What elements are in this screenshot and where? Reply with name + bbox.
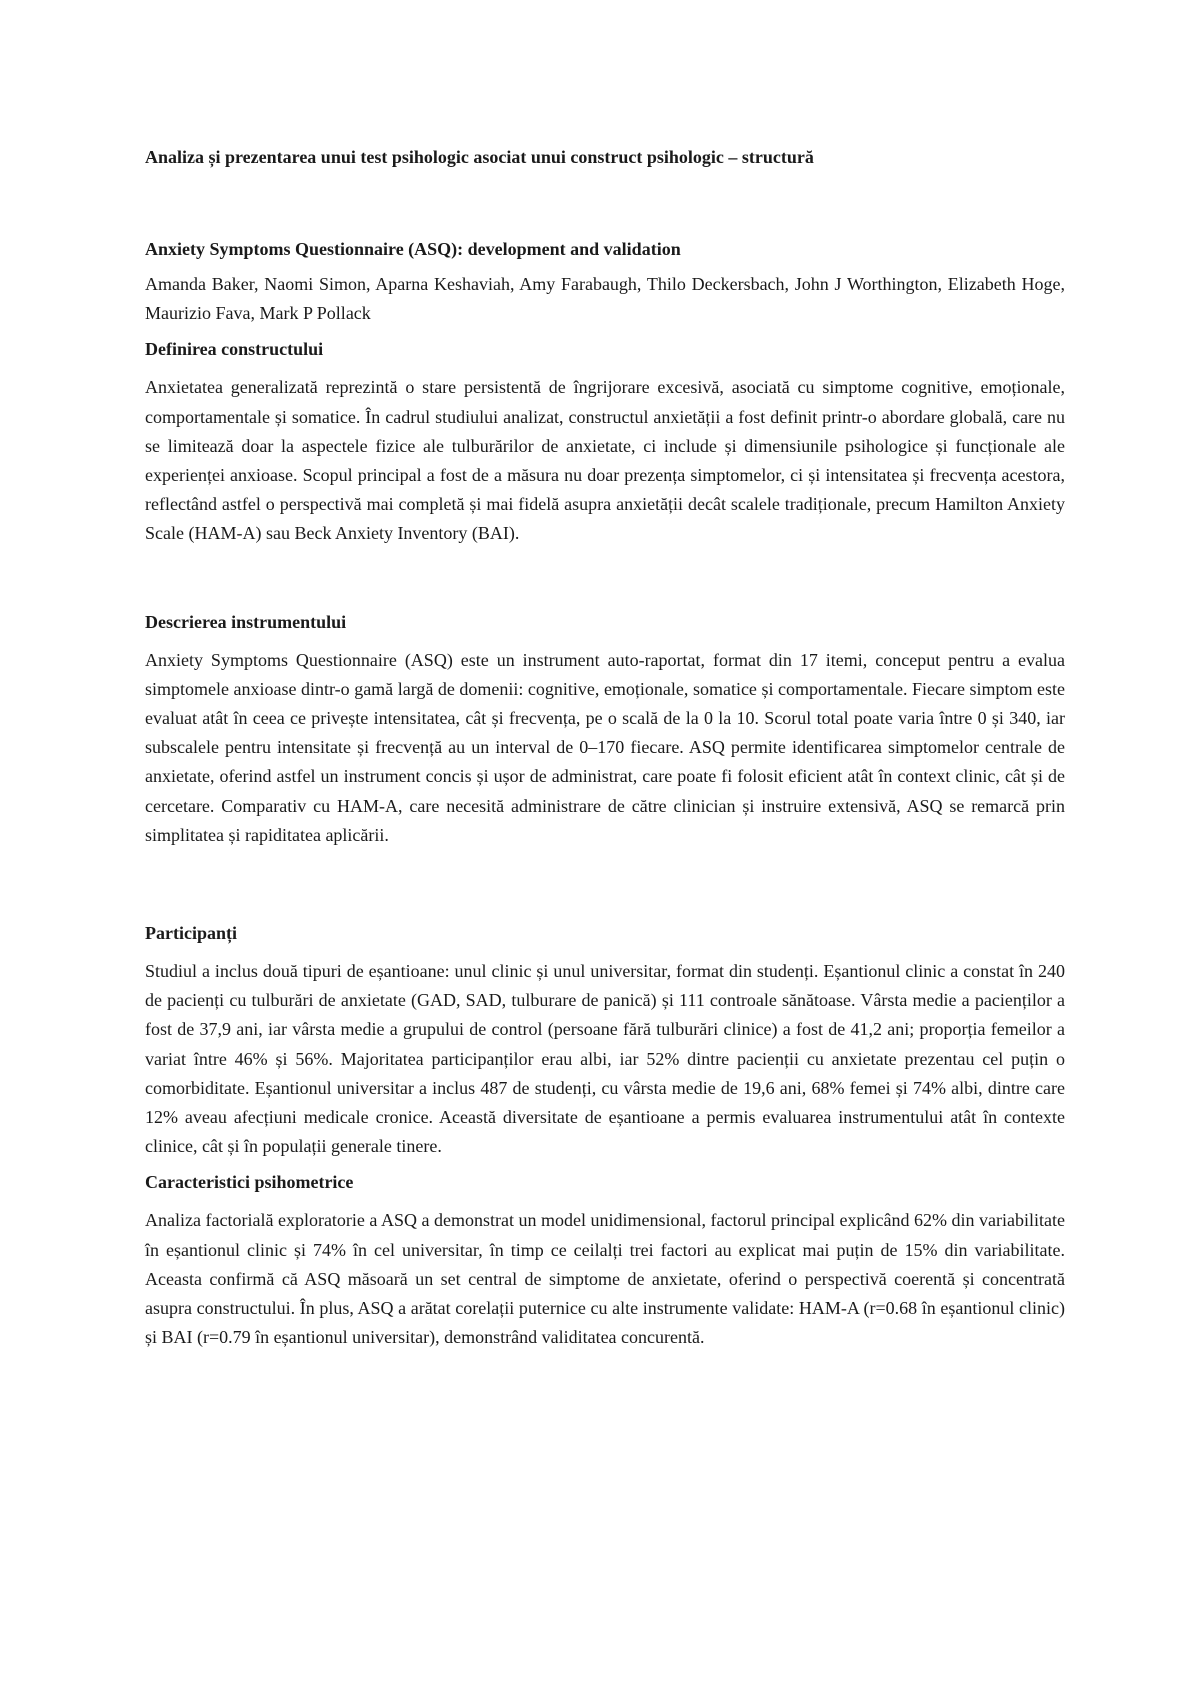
section-heading-psychometrics: Caracteristici psihometrice	[145, 1172, 354, 1193]
section-heading-instrument: Descrierea instrumentului	[145, 611, 347, 632]
section-body-instrument: Anxiety Symptoms Questionnaire (ASQ) este un instrument auto-raportat, format din 17 itemi, conceput pentru a evalua simptomele anxioase dintr-o gamă largă de domenii: cognitive, emoționale, somatice și comportamentale. Fiecare simptom este evaluat atât în ceea ce privește intensitatea, cât și frecvența, pe o scală de la 0 la 10. Scorul total poate varia între 0 și 340, iar subscalele pentru intensitate și frecvență au un interval de 0–170 fiecare. ASQ permite identificarea simptomelor centrale de anxietate, oferind astfel un instrument concis și ușor de administrat, care poate fi folosit eficient atât în context clinic, cât și de cercetare. Comparativ cu HAM-A, care necesită administrare de către clinician și instruire extensivă, ASQ se remarcă prin simplitatea și rapiditatea aplicării.	[145, 649, 1065, 845]
document-title: Analiza și prezentarea unui test psihologic asociat unui construct psihologic – structură	[145, 147, 814, 167]
document-body	[145, 236, 1065, 1352]
section-heading-construct: Definirea constructului	[145, 339, 324, 360]
article-title: Anxiety Symptoms Questionnaire (ASQ): development and validation	[145, 239, 681, 259]
section-body-psychometrics: Analiza factorială exploratorie a ASQ a demonstrat un model unidimensional, factorul principal explicând 62% din variabilitate în eșantionul clinic și 74% în cel universitar, în timp ce ceilalți trei factori au explicat mai puțin de 15% din variabilitate. Aceasta confirmă că ASQ măsoară un set central de simptome de anxietate, oferind o perspectivă coerentă și concentrată asupra constructului. În plus, ASQ a arătat corelații puternice cu alte instrumente validate: HAM-A (r=0.68 în eșantionul clinic) și BAI (r=0.79 în eșantionul universitar), demonstrând validitatea concurentă.	[145, 1210, 1065, 1348]
section-heading-participants: Participanți	[145, 923, 237, 944]
section-body-participants: Studiul a inclus două tipuri de eșantioane: unul clinic și unul universitar, format din studenți. Eșantionul clinic a constat în 240 de pacienți cu tulburări de anxietate (GAD, SAD, tulburare de panică) și 111 controale sănătoase. Vârsta medie a pacienților a fost de 37,9 ani, iar vârsta medie a grupului de control (persoane fără tulburări clinice) a fost de 41,2 ani; proporția femeilor a variat între 46% și 56%. Majoritatea participanților erau albi, iar 52% dintre pacienții cu anxietate prezentau cel puțin o comorbiditate. Eșantionul universitar a inclus 487 de studenți, cu vârsta medie de 19,6 ani, 68% femei și 74% albi, dintre care 12% aveau afecțiuni medicale cronice. Această diversitate de eșantioane a permis evaluarea instrumentului atât în contexte clinice, cât și în populații generale tinere.	[145, 961, 1065, 1157]
section-body-construct: Anxietatea generalizată reprezintă o stare persistentă de îngrijorare excesivă, asociată cu simptome cognitive, emoționale, comportamentale și somatice. În cadrul studiului analizat, constructul anxietății a fost definit printr-o abordare globală, care nu se limitează doar la aspectele fizice ale tulburărilor de anxietate, ci include și dimensiunile psihologice și funcționale ale experienței anxioase. Scopul principal a fost de a măsura nu doar prezența simptomelor, ci și intensitatea și frecvența acestora, reflectând astfel o perspectivă mai completă și mai fidelă asupra anxietății decât scalele tradiționale, precum Hamilton Anxiety Scale (HAM-A) sau Beck Anxiety Inventory (BAI).	[145, 377, 1065, 544]
document-page	[145, 0, 1065, 1696]
authors-line: Amanda Baker, Naomi Simon, Aparna Keshaviah, Amy Farabaugh, Thilo Deckersbach, John J Worthington, Elizabeth Hoge, Maurizio Fava, Mark P Pollack	[145, 274, 1065, 324]
